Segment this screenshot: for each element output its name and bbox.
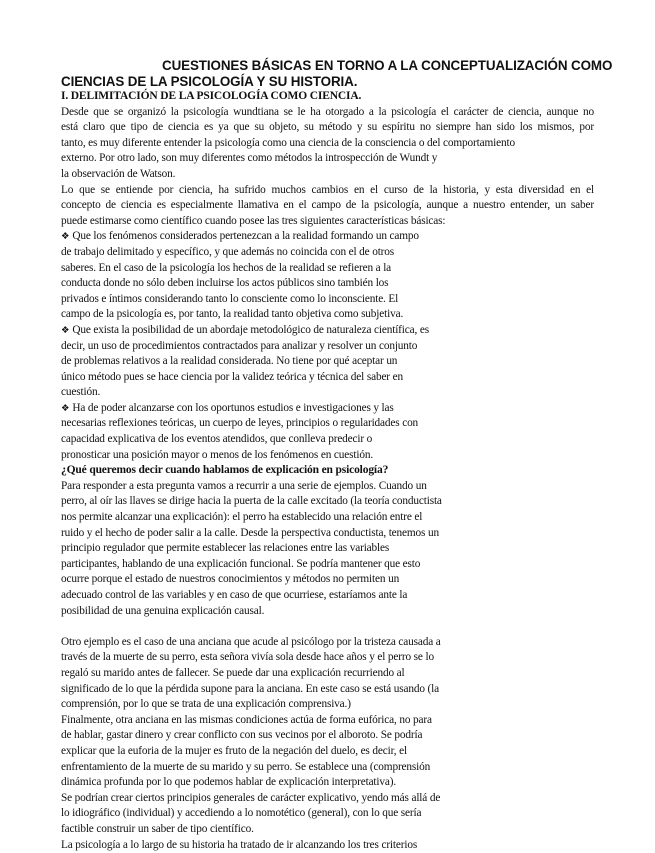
text-line: Finalmente, otra anciana en las mismas condiciones actúa de forma eufórica, no para	[61, 713, 601, 729]
text-line: Otro ejemplo es el caso de una anciana que acude al psicólogo por la tristeza causada a	[61, 635, 601, 651]
text-line: capacidad explicativa de los eventos atendidos, que conlleva predecir o	[61, 432, 601, 448]
document-title	[61, 58, 601, 89]
text-line: ❖ Que los fenómenos considerados pertenezcan a la realidad formando un campo	[61, 229, 601, 245]
text-line: campo de la psicología es, por tanto, la realidad tanto objetiva como subjetiva.	[61, 307, 601, 323]
document-body	[61, 89, 601, 853]
text-line: externo. Por otro lado, son muy diferentes como métodos la introspección de Wundt y	[61, 151, 601, 167]
text-line: principio regulador que permite establecer las relaciones entre las variables	[61, 541, 601, 557]
text-line: nos permite alcanzar una explicación): el perro ha establecido una relación entre el	[61, 510, 601, 526]
text-line: comprensión, por lo que se trata de una explicación comprensiva.)	[61, 697, 601, 713]
text-line: de hablar, gastar dinero y crear conflicto con sus vecinos por el alboroto. Se podría	[61, 728, 601, 744]
text-line: Lo que se entiende por ciencia, ha sufrido muchos cambios en el curso de la historia, y esta diversidad en el	[61, 183, 594, 199]
text-line: ❖ Que exista la posibilidad de un abordaje metodológico de naturaleza científica, es	[61, 323, 601, 339]
paragraph-example-elderly	[61, 635, 601, 853]
bullet-item-1	[61, 229, 601, 323]
text-line: saberes. En el caso de la psicología los hechos de la realidad se refieren a la	[61, 261, 601, 277]
text-line: Se podrían crear ciertos principios generales de carácter explicativo, yendo más allá de	[61, 791, 601, 807]
text-line: cuestión.	[61, 385, 601, 401]
text-line: único método pues se hace ciencia por la validez teórica y técnica del saber en	[61, 370, 601, 386]
text-line: La psicología a lo largo de su historia ha tratado de ir alcanzando los tres criterios	[61, 838, 601, 853]
text-line: perro, al oír las llaves se dirige hacia la puerta de la calle excitado (la teoría conductista	[61, 494, 601, 510]
text-line: regaló su marido antes de fallecer. Se puede dar una explicación recurriendo al	[61, 666, 601, 682]
text-line: ruido y el hecho de poder salir a la calle. Desde la perspectiva conductista, tenemos un	[61, 526, 601, 542]
bullet-item-3	[61, 401, 601, 463]
text-line: la observación de Watson.	[61, 167, 601, 183]
text-line: enfrentamiento de la muerte de su marido y su perro. Se establece una (comprensión	[61, 760, 601, 776]
section-heading: I. DELIMITACIÓN DE LA PSICOLOGÍA COMO CIENCIA.	[61, 89, 601, 105]
title-line-1: CUESTIONES BÁSICAS EN TORNO A LA CONCEPTUALIZACIÓN COMO	[61, 58, 601, 74]
text-line: pronosticar una posición mayor o menos de los fenómenos en cuestión.	[61, 448, 601, 464]
text-line: tanto, es muy diferente entender la psicología como una ciencia de la consciencia o del comportamiento	[61, 136, 601, 152]
diamond-bullet-icon: ❖	[61, 325, 69, 336]
paragraph-definition	[61, 105, 601, 183]
text-line: necesarias reflexiones teóricas, un cuerpo de leyes, principios o regularidades con	[61, 416, 601, 432]
bullet-item-2	[61, 323, 601, 401]
text-line: posibilidad de una genuina explicación causal.	[61, 604, 601, 620]
text-line: través de la muerte de su perro, esta señora vivía sola desde hace años y el perro se lo	[61, 650, 601, 666]
text-line: explicar que la euforia de la mujer es fruto de la negación del duelo, es decir, el	[61, 744, 601, 760]
text-line: significado de lo que la pérdida supone para la anciana. En este caso se está usando (la	[61, 682, 601, 698]
text-line: está claro que tipo de ciencia es ya que su objeto, su método y su espíritu no siempre han sido los mismos, por	[61, 120, 594, 136]
text-line: Para responder a esta pregunta vamos a recurrir a una serie de ejemplos. Cuando un	[61, 479, 601, 495]
paragraph-science-concept	[61, 183, 601, 230]
text-line: dinámica profunda por lo que podemos hablar de explicación interpretativa).	[61, 775, 601, 791]
text-line: participantes, hablando de una explicación funcional. Se podría mantener que esto	[61, 557, 601, 573]
text-line: lo idiográfico (individual) y accediendo a lo nomotético (general), con lo que sería	[61, 806, 601, 822]
text-line: Desde que se organizó la psicología wundtiana se le ha otorgado a la psicología el carácter de ciencia, aunque no	[61, 105, 594, 121]
text-line: de trabajo delimitado y específico, y que además no coincida con el de otros	[61, 245, 601, 261]
text-line: ❖ Ha de poder alcanzarse con los oportunos estudios e investigaciones y las	[61, 401, 601, 417]
text-line: ocurre porque el estado de nuestros conocimientos y métodos no permiten un	[61, 572, 601, 588]
diamond-bullet-icon: ❖	[61, 403, 69, 414]
text-line: decir, un uso de procedimientos contractados para analizar y resolver un conjunto	[61, 339, 601, 355]
question-heading: ¿Qué queremos decir cuando hablamos de explicación en psicología?	[61, 463, 601, 479]
text-line: concepto de ciencia es especialmente llamativa en el campo de la psicología, aunque a nuestro entender, un saber	[61, 198, 594, 214]
blank-line	[61, 619, 601, 635]
text-line: conducta donde no sólo deben incluirse los actos públicos sino también los	[61, 276, 601, 292]
paragraph-example-dog	[61, 479, 601, 619]
text-line: factible construir un saber de tipo científico.	[61, 822, 601, 838]
title-line-2: CIENCIAS DE LA PSICOLOGÍA Y SU HISTORIA.	[61, 74, 601, 90]
text-line: privados e íntimos considerando tanto lo consciente como lo inconsciente. El	[61, 292, 601, 308]
text-line: puede estimarse como científico cuando posee las tres siguientes características básicas:	[61, 214, 601, 230]
document-page	[61, 58, 601, 853]
diamond-bullet-icon: ❖	[61, 231, 69, 242]
text-line: adecuado control de las variables y en caso de que ocurriese, estaríamos ante la	[61, 588, 601, 604]
text-line: de problemas relativos a la realidad considerada. No tiene por qué aceptar un	[61, 354, 601, 370]
